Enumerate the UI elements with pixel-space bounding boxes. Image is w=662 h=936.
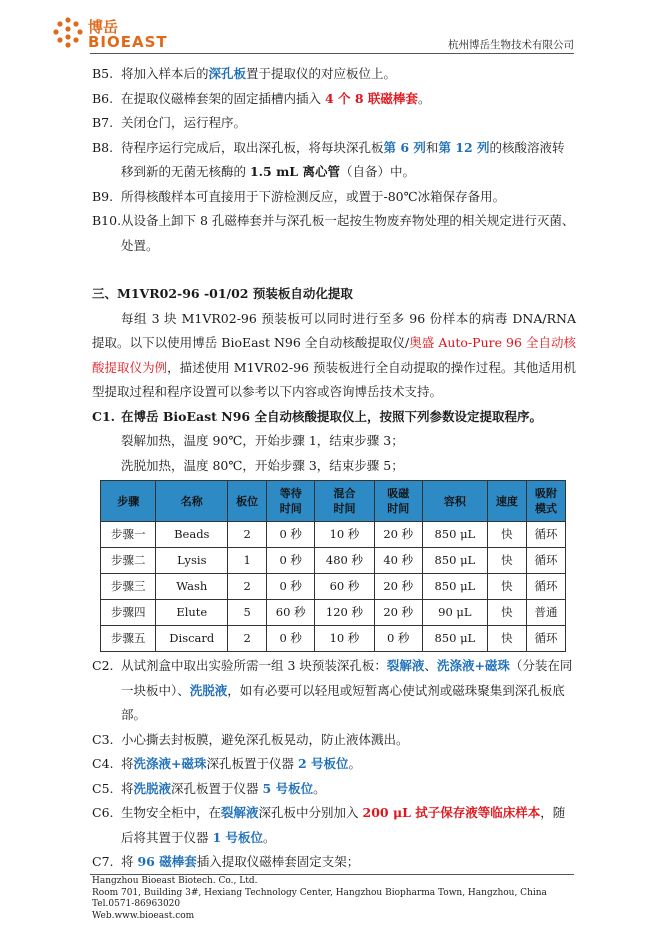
step-text: ，随后将其置于仪器: [121, 805, 566, 845]
step-c6: [92, 801, 576, 850]
step-text: 和: [425, 139, 439, 155]
table-header-cell: 名称: [156, 481, 228, 522]
step-text: 的核酸溶液转移到新的无菌无核酶的: [121, 139, 565, 179]
step-b10: [92, 209, 576, 258]
table-cell: 10 秒: [315, 626, 374, 652]
table-header-cell: 步骤: [101, 481, 156, 522]
table-cell: 850 μL: [422, 548, 487, 574]
table-cell: Beads: [156, 522, 228, 548]
highlight-blue: 96 磁棒套: [137, 854, 197, 869]
footer-website: Web.www.bioeast.com: [92, 910, 195, 921]
step-b8: [92, 136, 576, 185]
table-cell: 步骤五: [101, 626, 156, 652]
step-number: B9.: [92, 188, 114, 204]
highlight-red: 奥盛 Auto-Pure 96 全自动核酸提取仪为例: [92, 335, 576, 375]
step-text: 从试剂盒中取出实验所需一组 3 块预装深孔板：: [121, 658, 387, 673]
highlight-blue: 深孔板: [208, 66, 247, 81]
step-text: 小心撕去封板膜，避免深孔板晃动，防止液体溅出。: [121, 731, 409, 747]
table-cell: 循环: [526, 522, 565, 548]
table-cell: 60 秒: [267, 600, 315, 626]
footer-address: Room 701, Building 3#, Hexiang Technology Center, Hangzhou Biopharma Town, Hangzhou, China: [92, 887, 547, 898]
step-text: 将加入样本后的: [121, 66, 209, 81]
step-b5: [92, 62, 576, 87]
step-text: （自备）中。: [339, 164, 415, 179]
c1-param-line: 洗脱加热，温度 80℃，开始步骤 3，结束步骤 5；: [121, 457, 404, 473]
table-cell: 20 秒: [374, 600, 422, 626]
table-cell: 快: [487, 574, 526, 600]
table-body: [101, 522, 566, 652]
table-cell: 850 μL: [422, 522, 487, 548]
footer-phone: Tel.0571-86963020: [92, 899, 181, 909]
table-cell: 480 秒: [315, 548, 374, 574]
table-header-cell: 吸附 模式: [526, 481, 565, 522]
table-cell: 90 μL: [422, 600, 487, 626]
table-cell: 0 秒: [267, 574, 315, 600]
step-number: C5.: [92, 780, 114, 796]
table-cell: 5: [228, 600, 267, 626]
step-number: B5.: [92, 66, 114, 81]
page-footer: [92, 876, 547, 922]
highlight-red: 200 μL 拭子保存液等临床样本: [362, 805, 541, 820]
step-text: 。: [263, 829, 276, 845]
table-cell: 步骤四: [101, 600, 156, 626]
table-row: [101, 548, 566, 574]
table-header-cell: 吸磁 时间: [374, 481, 422, 522]
table-cell: Lysis: [156, 548, 228, 574]
step-text: 置于提取仪的对应板位上。: [246, 66, 397, 81]
table-cell: 0 秒: [267, 626, 315, 652]
table-cell: 850 μL: [422, 574, 487, 600]
step-c2: [92, 654, 576, 728]
step-number: C4.: [92, 756, 114, 771]
table-cell: 20 秒: [374, 574, 422, 600]
table-cell: Discard: [156, 626, 228, 652]
step-number: C2.: [92, 658, 114, 673]
highlight-red: 4 个 8 联磁棒套: [324, 90, 418, 106]
step-c7: [92, 850, 576, 875]
logo-dots-icon: [52, 16, 84, 48]
highlight-blue: 1 号板位: [212, 829, 264, 845]
highlight-blue: 第 6 列: [383, 139, 426, 155]
table-cell: 步骤三: [101, 574, 156, 600]
table-header-cell: 速度: [487, 481, 526, 522]
step-text: ，如有必要可以轻甩或短暂离心使试剂或磁珠聚集到深孔板底部。: [121, 682, 565, 722]
highlight-blue: 裂解液: [386, 658, 425, 673]
step-number: C3.: [92, 731, 114, 747]
step-text: 生物安全柜中，在: [121, 805, 222, 820]
step-number: B8.: [92, 139, 114, 155]
program-parameter-table: [100, 480, 566, 652]
table-cell: 循环: [526, 626, 565, 652]
highlight-blue: 洗涤液+磁珠: [133, 756, 207, 771]
table-header-cell: 容积: [422, 481, 487, 522]
step-number: B6.: [92, 90, 114, 106]
step-b6: [92, 87, 576, 112]
step-c1: [92, 405, 576, 430]
table-cell: 步骤二: [101, 548, 156, 574]
table-cell: 1: [228, 548, 267, 574]
table-header-cell: 等待 时间: [267, 481, 315, 522]
table-cell: 循环: [526, 548, 565, 574]
step-text: 、: [424, 658, 437, 673]
step-text: 所得核酸样本可直接用于下游检测反应，或置于-80℃冰箱保存备用。: [121, 188, 506, 204]
highlight-blue: 第 12 列: [438, 139, 490, 155]
step-number: C7.: [92, 854, 114, 869]
table-row: [101, 600, 566, 626]
page-header: [0, 0, 662, 56]
step-text: 。: [313, 780, 326, 796]
table-header-cell: 板位: [228, 481, 267, 522]
section-intro: [92, 307, 576, 405]
step-number: C6.: [92, 805, 114, 820]
step-text: 将: [121, 854, 138, 869]
table-cell: 快: [487, 548, 526, 574]
table-cell: 20 秒: [374, 522, 422, 548]
highlight-blue: 洗脱液: [189, 682, 228, 698]
table-cell: Wash: [156, 574, 228, 600]
table-cell: 0 秒: [374, 626, 422, 652]
logo-english-name: BIOEAST: [88, 33, 168, 51]
table-cell: 40 秒: [374, 548, 422, 574]
table-cell: 10 秒: [315, 522, 374, 548]
step-text: 插入提取仪磁棒套固定支架；: [196, 854, 360, 869]
table-cell: 普通: [526, 600, 565, 626]
highlight-blue: 洗脱液: [133, 780, 172, 796]
table-cell: 2: [228, 574, 267, 600]
table-cell: 快: [487, 522, 526, 548]
step-c4: [92, 752, 576, 777]
table-row: [101, 626, 566, 652]
step-text: 在提取仪磁棒套架的固定插槽内插入: [121, 90, 325, 106]
table-header-cell: 混合 时间: [315, 481, 374, 522]
table-cell: 2: [228, 626, 267, 652]
step-number: C1.: [92, 408, 115, 424]
logo-chinese-name: 博岳: [88, 18, 119, 36]
section-title: 三、M1VR02-96 -01/02 预装板自动化提取: [92, 286, 353, 301]
intro-text: 每组 3 块 M1VR02-96 预装板可以同时进行至多 96 份样本的病毒 DNA/RNA 提取。以下以使用博岳 BioEast N96 全自动核酸提取仪/: [92, 310, 576, 350]
table-cell: 循环: [526, 574, 565, 600]
table-row: [101, 522, 566, 548]
table-header-row: [101, 481, 566, 522]
step-text: 从设备上卸下 8 孔磁棒套并与深孔板一起按生物废弃物处理的相关规定进行灭菌、处置。: [121, 213, 575, 253]
step-c5: [92, 777, 576, 802]
table-cell: 步骤一: [101, 522, 156, 548]
footer-divider: [90, 874, 574, 875]
intro-text: ，描述使用 M1VR02-96 预装板进行全自动提取的操作过程。其他适用机型提取过程和程序设置可以参考以下内容或咨询博岳技术支持。: [92, 359, 576, 399]
table-cell: 快: [487, 626, 526, 652]
table-cell: 0 秒: [267, 548, 315, 574]
step-number: B10.: [92, 213, 122, 228]
table-cell: Elute: [156, 600, 228, 626]
c1-param-line: 裂解加热，温度 90℃，开始步骤 1，结束步骤 3；: [121, 433, 404, 448]
step-text: 深孔板置于仪器: [206, 756, 298, 771]
step-text: 。: [348, 756, 362, 771]
step-number: B7.: [92, 115, 114, 130]
step-text: 深孔板置于仪器: [171, 780, 263, 796]
table-cell: 120 秒: [315, 600, 374, 626]
table-cell: 快: [487, 600, 526, 626]
step-text: 深孔板中分别加入: [258, 805, 363, 820]
step-text: （分装在同一块板中）、: [121, 658, 573, 698]
highlight-blue: 2 号板位: [297, 756, 349, 771]
highlight-blue: 洗涤液+磁珠: [436, 658, 510, 673]
header-divider: [90, 53, 574, 54]
step-text: 在博岳 BioEast N96 全自动核酸提取仪上，按照下列参数设定提取程序。: [121, 408, 542, 424]
company-name: 杭州博岳生物技术有限公司: [448, 39, 574, 51]
table-cell: 2: [228, 522, 267, 548]
table-row: [101, 574, 566, 600]
step-b7: [92, 111, 576, 136]
table-cell: 850 μL: [422, 626, 487, 652]
highlight-blue: 裂解液: [221, 805, 259, 820]
step-text: 将: [121, 780, 134, 796]
step-b9: [92, 185, 576, 210]
step-text: 将: [121, 756, 134, 771]
table-cell: 60 秒: [315, 574, 374, 600]
document-body: [92, 62, 576, 875]
table-cell: 0 秒: [267, 522, 315, 548]
step-text: 关闭仓门，运行程序。: [121, 115, 247, 130]
footer-company: Hangzhou Bioeast Biotech. Co., Ltd.: [92, 876, 258, 886]
step-text: 待程序运行完成后，取出深孔板，将每块深孔板: [121, 139, 384, 155]
highlight-blue: 5 号板位: [262, 780, 314, 796]
step-text: 。: [417, 90, 431, 106]
step-c3: [92, 728, 576, 753]
highlight-bold: 1.5 mL 离心管: [249, 164, 340, 179]
